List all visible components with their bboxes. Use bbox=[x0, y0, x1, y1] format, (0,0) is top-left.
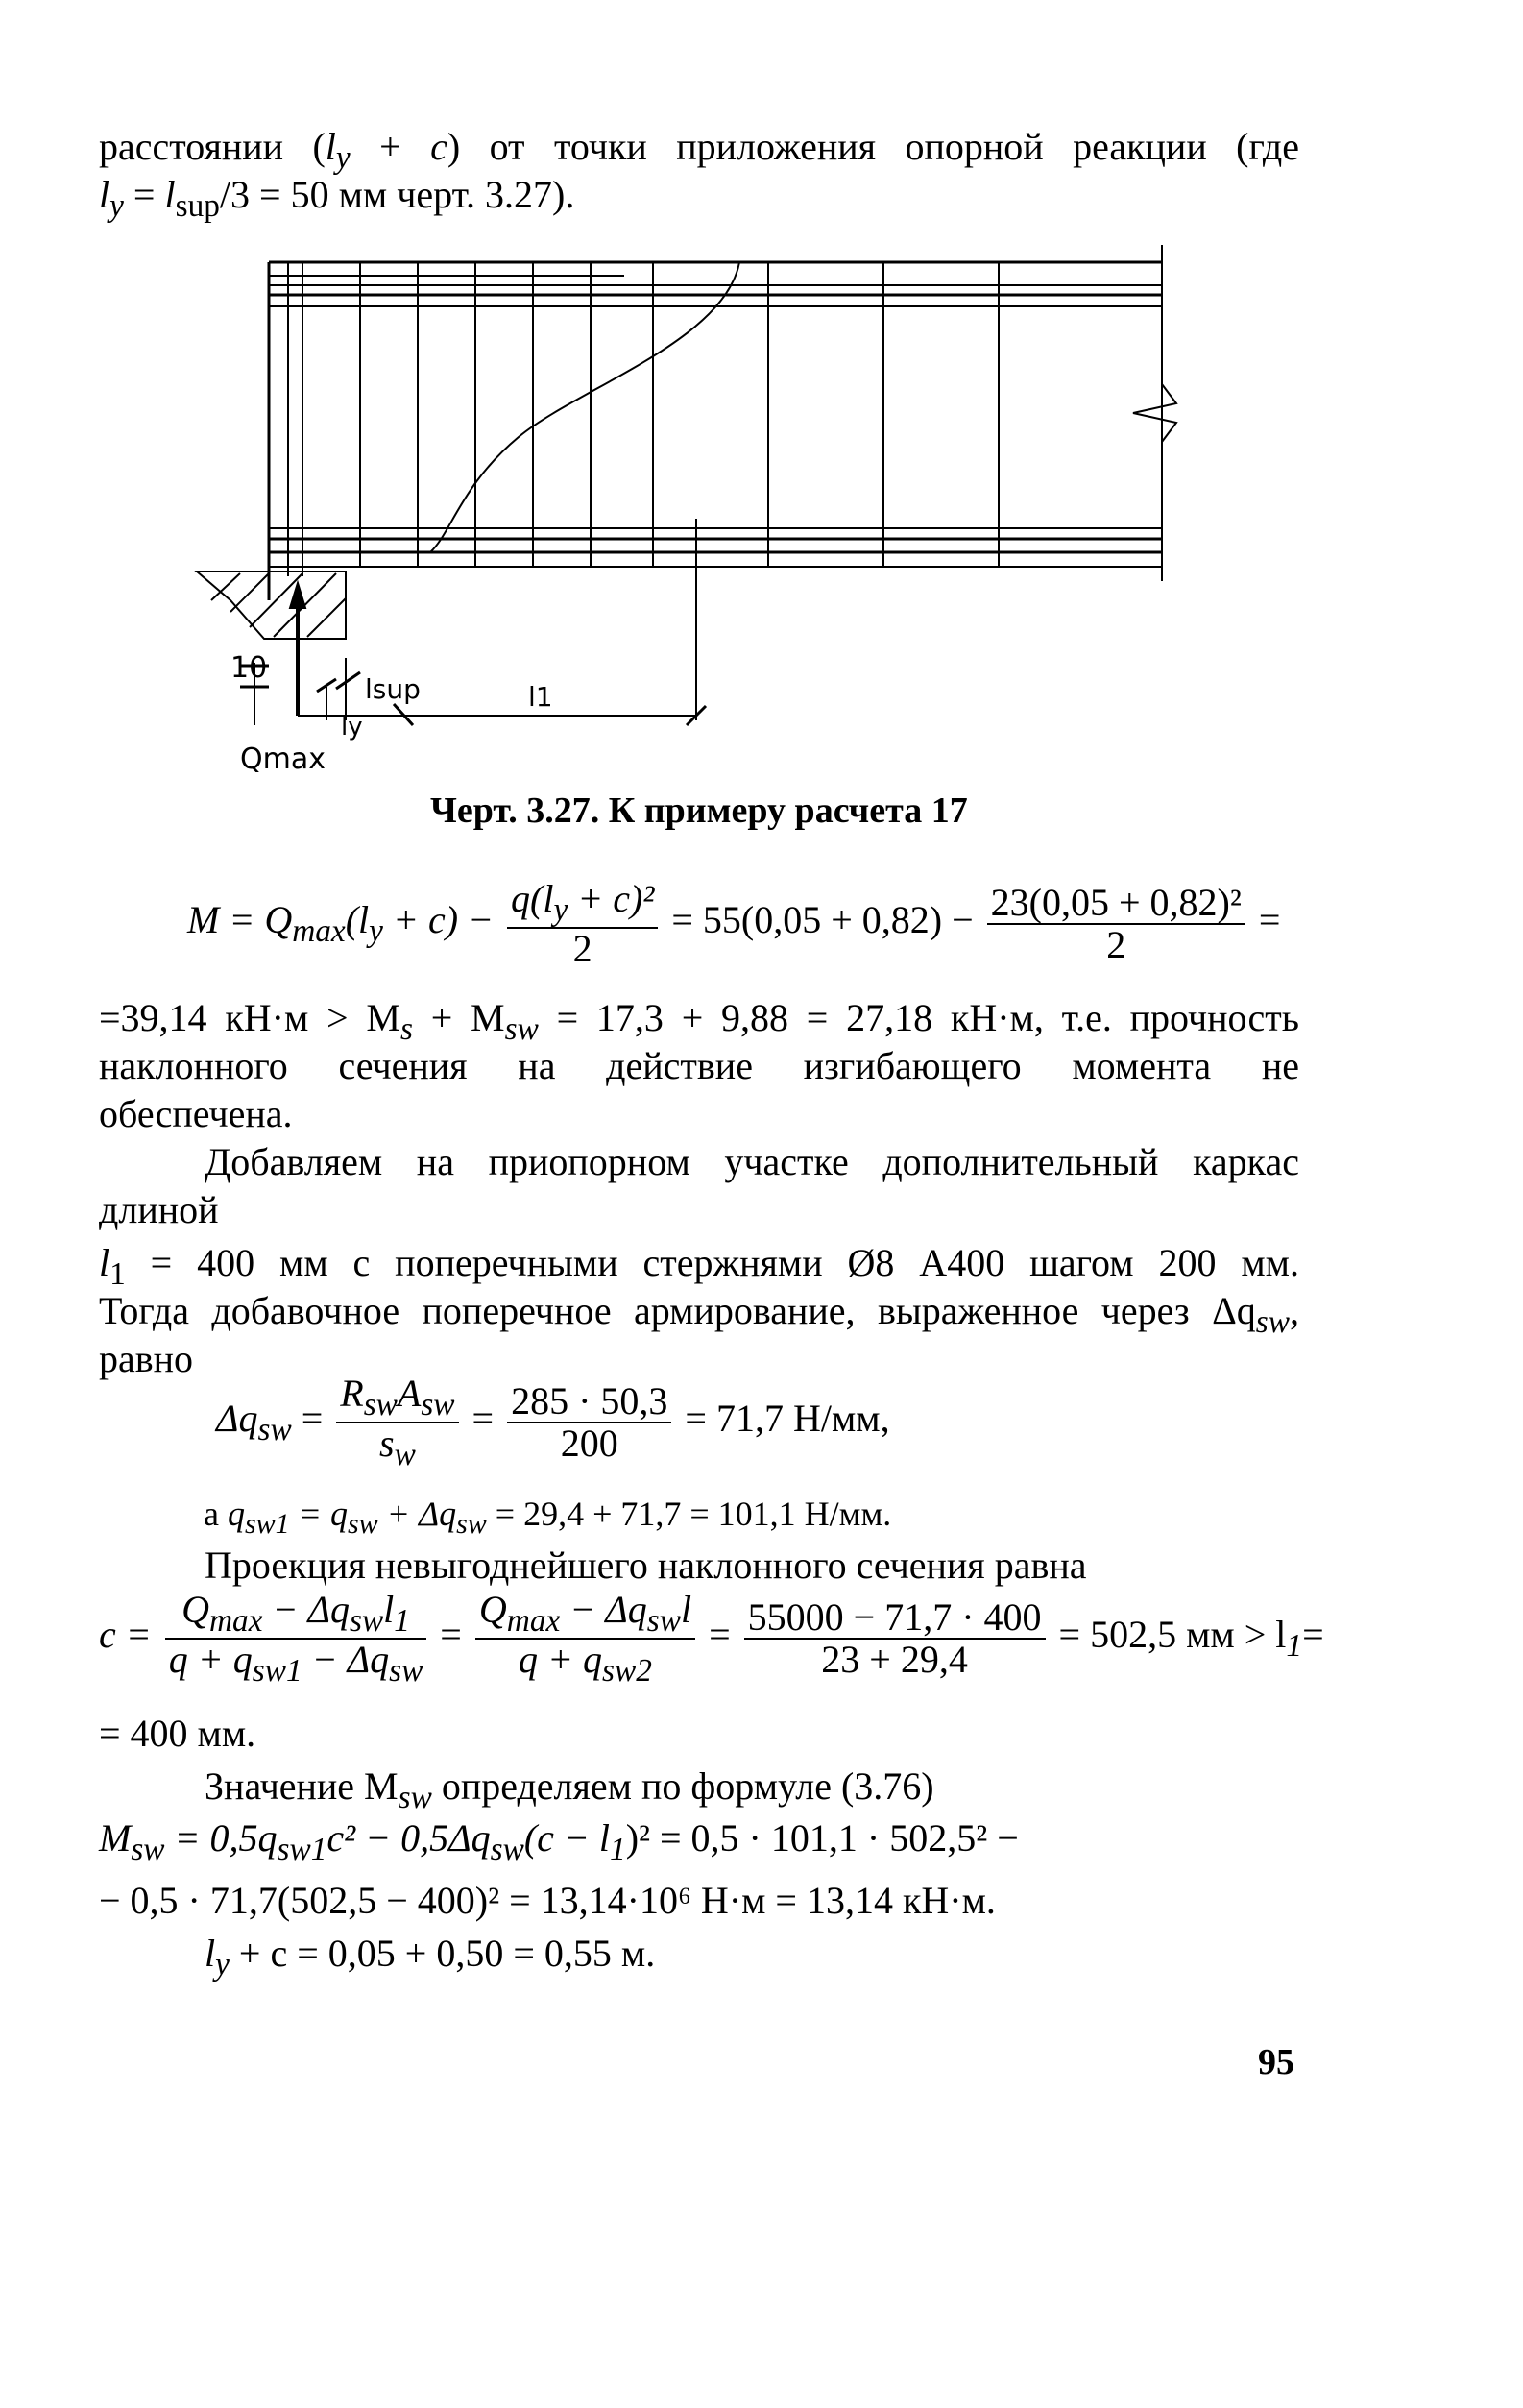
equation-m: $M = Q_{max}(l_y + c)$ − $\frac{q(l_y + c)^2}{2}$ = 55(0,05 + 0,82) − $\frac{\text{23(0,05 + 0,82)²}}{2}$ = bbox=[187, 877, 1281, 970]
para3-line-1: Проекция невыгоднейшего наклонного сечения равна bbox=[205, 1544, 1087, 1587]
para1-line-3: обеспечена. bbox=[99, 1092, 293, 1135]
equation-msw-line-2: − 0,5 · 71,7(502,5 − 400)² = 13,14·10⁶ Н·м = 13,14 кН·м. bbox=[99, 1879, 996, 1922]
para2-line-5: равно bbox=[99, 1337, 194, 1380]
para2-line-4: Тогда добавочное поперечное армирование, выраженное через $\Delta q_{sw}$, bbox=[99, 1289, 1299, 1340]
para2-line-3: $l_1 = 400$ мм с поперечными стержнями Ø8 А400 шагом 200 мм. bbox=[99, 1241, 1299, 1292]
figure-caption: Черт. 3.27. К примеру расчета 17 bbox=[430, 791, 968, 831]
dim-label-ly: ly bbox=[341, 713, 363, 742]
page-number: 95 bbox=[1258, 2042, 1294, 2082]
force-label-qmax: Qmax bbox=[240, 742, 326, 776]
equation-c-line-2: = 400 мм. bbox=[99, 1712, 256, 1755]
intro-line-1: расстоянии $(l_y + c)$ от точки приложения опорной реакции (где bbox=[99, 125, 1299, 176]
equation-delta-q: $\Delta q_{sw}$ = $\frac{R_{sw}A_{sw}}{s_w}$ = $\frac{285 \cdot 50,3}{200}$ = 71,7 Н/мм, bbox=[216, 1372, 890, 1472]
dim-label-lsup: lsup bbox=[365, 673, 421, 705]
para4-line-1: Значение $M_{sw}$ определяем по формуле (3.76) bbox=[205, 1764, 934, 1815]
equation-msw-line-1: $M_{sw} = 0,5q_{sw1}c^2 - 0,5\Delta q_{sw}(c - l_1)^2 = 0,5 \cdot 101,1 \cdot 502,5^2$ − bbox=[99, 1816, 1019, 1867]
para2-line-2: длиной bbox=[99, 1188, 219, 1231]
para1-line-2: наклонного сечения на действие изгибающего момента не bbox=[99, 1044, 1299, 1087]
para2-line-1: Добавляем на приопорном участке дополнительный каркас bbox=[205, 1140, 1299, 1183]
equation-qsw1: а $q_{sw1} = q_{sw} + \Delta q_{sw} = 29,4 + 71,7 = 101,1$ Н/мм. bbox=[204, 1495, 892, 1541]
dim-label-10: 10 bbox=[230, 651, 268, 685]
para1-line-1: =39,14 $кН\cdot м > M_s + M_{sw} = 17,3 + 9,88 = 27,18$ кН·м, т.е. прочность bbox=[99, 996, 1300, 1047]
beam-drawing bbox=[173, 235, 1191, 797]
intro-line-2: $l_y = l_{sup}/3 = 50$ мм черт. 3.27). bbox=[99, 173, 575, 224]
dim-label-l1: l1 bbox=[528, 681, 553, 713]
equation-ly-plus-c: $l_y + c = 0,05 + 0,50 = 0,55$ м. bbox=[205, 1932, 656, 1982]
equation-c: c = $\frac{Q_{max} - \Delta q_{sw}l_1}{q + q_{sw1} - \Delta q_{sw}}$ = $\frac{Q_{max} - \Delta q_{sw}l}{q + q_{sw2}}$ = $\frac{55000 - 71,7 \cdot 400}{23 + 29,4}$ = 502,5 мм > $l_1=$ bbox=[99, 1588, 1324, 1689]
